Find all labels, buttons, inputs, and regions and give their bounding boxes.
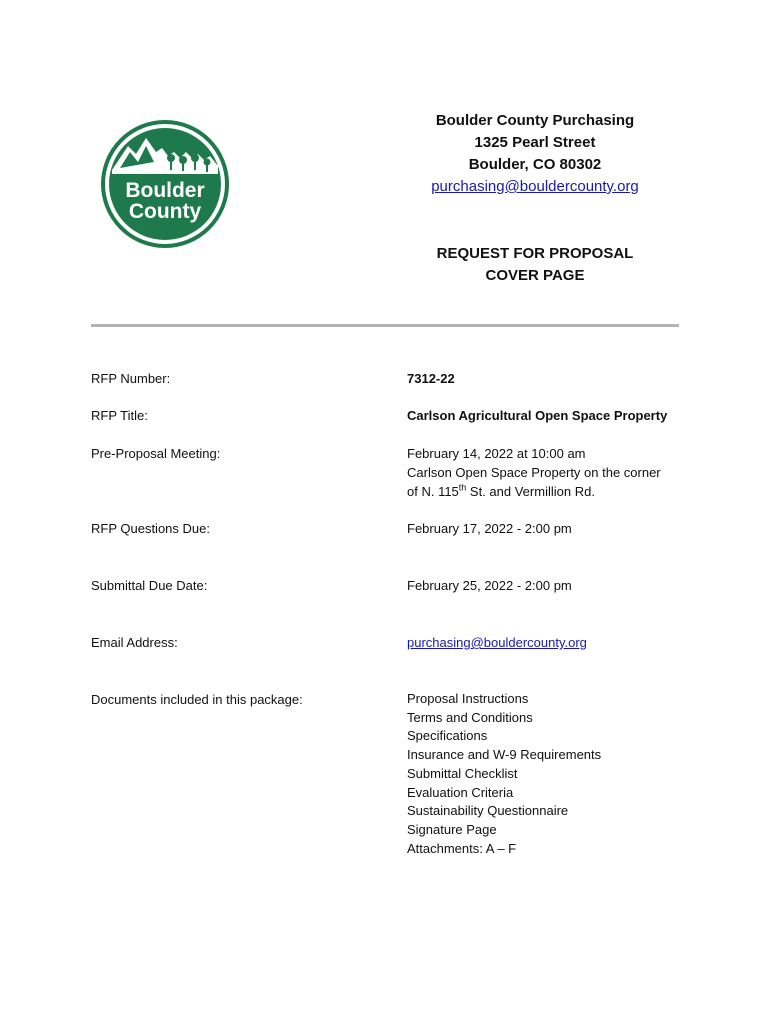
meeting-location-line-1: Carlson Open Space Property on the corner bbox=[407, 465, 661, 480]
documents-list bbox=[407, 690, 601, 858]
document-item: Insurance and W-9 Requirements bbox=[407, 747, 602, 763]
document-item: Submittal Checklist bbox=[407, 765, 518, 781]
meeting-date: February 14, 2022 at 10:00 am bbox=[407, 446, 586, 461]
rfp-number-value: 7312-22 bbox=[407, 371, 455, 386]
meeting-location-line-2 bbox=[407, 482, 661, 501]
logo-text-boulder: Boulder bbox=[125, 179, 205, 202]
email-address-label: Email Address: bbox=[91, 635, 178, 650]
boulder-county-seal-icon bbox=[90, 108, 240, 258]
document-item: Proposal Instructions bbox=[407, 691, 529, 706]
logo-text-county: County bbox=[128, 200, 202, 223]
submittal-due-label: Submittal Due Date: bbox=[91, 578, 208, 593]
document-title bbox=[400, 243, 670, 287]
meeting-label: Pre-Proposal Meeting: bbox=[91, 446, 221, 461]
email-address-value bbox=[407, 633, 587, 652]
submittal-due-value: February 25, 2022 - 2:00 pm bbox=[407, 578, 572, 593]
horizontal-divider bbox=[91, 324, 679, 327]
meeting-location-sup: th bbox=[458, 482, 467, 493]
rfp-title-value: Carlson Agricultural Open Space Property bbox=[407, 408, 668, 423]
title-line-1: REQUEST FOR PROPOSAL bbox=[436, 245, 634, 262]
street-address: 1325 Pearl Street bbox=[474, 134, 596, 151]
rfp-title-label: RFP Title: bbox=[91, 408, 148, 423]
email-address-link[interactable]: purchasing@bouldercounty.org bbox=[407, 635, 587, 650]
document-item: Signature Page bbox=[407, 821, 497, 837]
questions-due-value: February 17, 2022 - 2:00 pm bbox=[407, 521, 572, 536]
meeting-location-post: St. and Vermillion Rd. bbox=[466, 484, 595, 499]
document-item: Sustainability Questionnaire bbox=[407, 803, 569, 819]
document-item: Specifications bbox=[407, 728, 488, 744]
document-item: Attachments: A – F bbox=[407, 840, 517, 856]
document-item: Evaluation Criteria bbox=[407, 784, 514, 800]
meeting-location-pre: of N. 115 bbox=[407, 484, 459, 499]
document-item: Terms and Conditions bbox=[407, 709, 533, 725]
questions-due-label: RFP Questions Due: bbox=[91, 521, 210, 536]
purchasing-address-block bbox=[400, 110, 670, 198]
boulder-county-logo bbox=[90, 108, 240, 258]
header-email-link[interactable]: purchasing@bouldercounty.org bbox=[431, 178, 639, 195]
documents-label: Documents included in this package: bbox=[91, 692, 303, 707]
city-state-zip: Boulder, CO 80302 bbox=[468, 156, 602, 173]
meeting-value bbox=[407, 444, 661, 501]
title-line-2: COVER PAGE bbox=[485, 267, 585, 284]
org-name: Boulder County Purchasing bbox=[435, 112, 635, 129]
rfp-number-label: RFP Number: bbox=[91, 371, 171, 386]
